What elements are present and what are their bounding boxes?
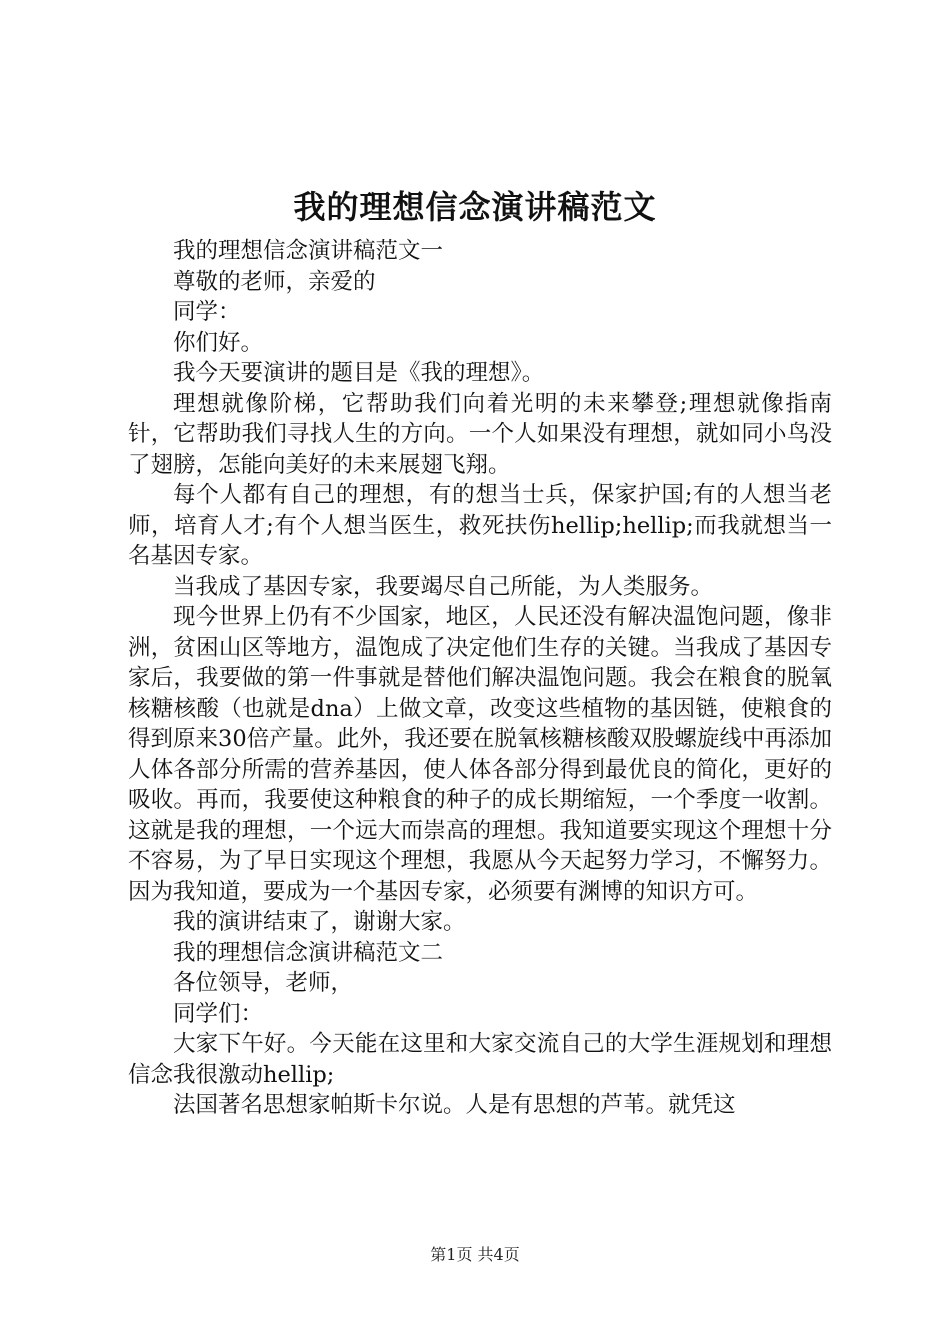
paragraph: 你们好。 (173, 329, 264, 356)
paragraph: 现今世界上仍有不少国家，地区，人民还没有解决温饱问题，像非洲，贫困山区等地方，温饱成了决定他们生存的关键。当我成了基因专家后，我要做的第一件事就是替他们解决温饱问题。我会在粮食的脱氧核糖核酸（也就是dna）上做文章，改变这些植物的基因链，使粮食的得到原来30倍产量。此外，我还要在脱氧核糖核酸双股螺旋线中再添加人体各部分所需的营养基因，使人体各部分得到最优良的简化，更好的吸收。再而，我要使这种粮食的种子的成长期缩短，一个季度一收割。这就是我的理想，一个远大而崇高的理想。我知道要实现这个理想十分不容易，为了早日实现这个理想，我愿从今天起努力学习，不懈努力。因为我知道，要成为一个基因专家，必须要有渊博的知识方可。 (128, 604, 832, 905)
paragraph: 当我成了基因专家，我要竭尽自己所能，为人类服务。 (173, 573, 714, 600)
paragraph: 同学： (173, 299, 241, 325)
paragraph: 各位领导，老师， (173, 970, 354, 996)
paragraph: 同学们： (173, 1000, 264, 1027)
paragraph: 大家下午好。今天能在这里和大家交流自己的大学生涯规划和理想信念我很激动hellip; (128, 1031, 832, 1088)
paragraph: 每个人都有自己的理想，有的想当士兵，保家护国;有的人想当老师，培育人才;有个人想当医生，救死扶伤hellip;hellip;而我就想当一名基因专家。 (128, 482, 832, 569)
paragraph: 我今天要演讲的题目是《我的理想》。 (173, 360, 545, 386)
paragraph: 理想就像阶梯，它帮助我们向着光明的未来攀登;理想就像指南针，它帮助我们寻找人生的方向。一个人如果没有理想，就如同小鸟没了翅膀，怎能向美好的未来展翅飞翔。 (128, 390, 832, 478)
paragraph: 法国著名思想家帕斯卡尔说。人是有思想的芦苇。就凭这 (173, 1092, 736, 1118)
paragraph: 我的演讲结束了，谢谢大家。 (173, 909, 466, 935)
document-body (128, 236, 832, 1121)
page-number: 第1页 共4页 (430, 1245, 520, 1264)
paragraph: 我的理想信念演讲稿范文二 (173, 939, 444, 966)
paragraph: 我的理想信念演讲稿范文一 (173, 238, 444, 264)
paragraph: 尊敬的老师，亲爱的 (173, 268, 376, 295)
page-title: 我的理想信念演讲稿范文 (293, 188, 657, 226)
